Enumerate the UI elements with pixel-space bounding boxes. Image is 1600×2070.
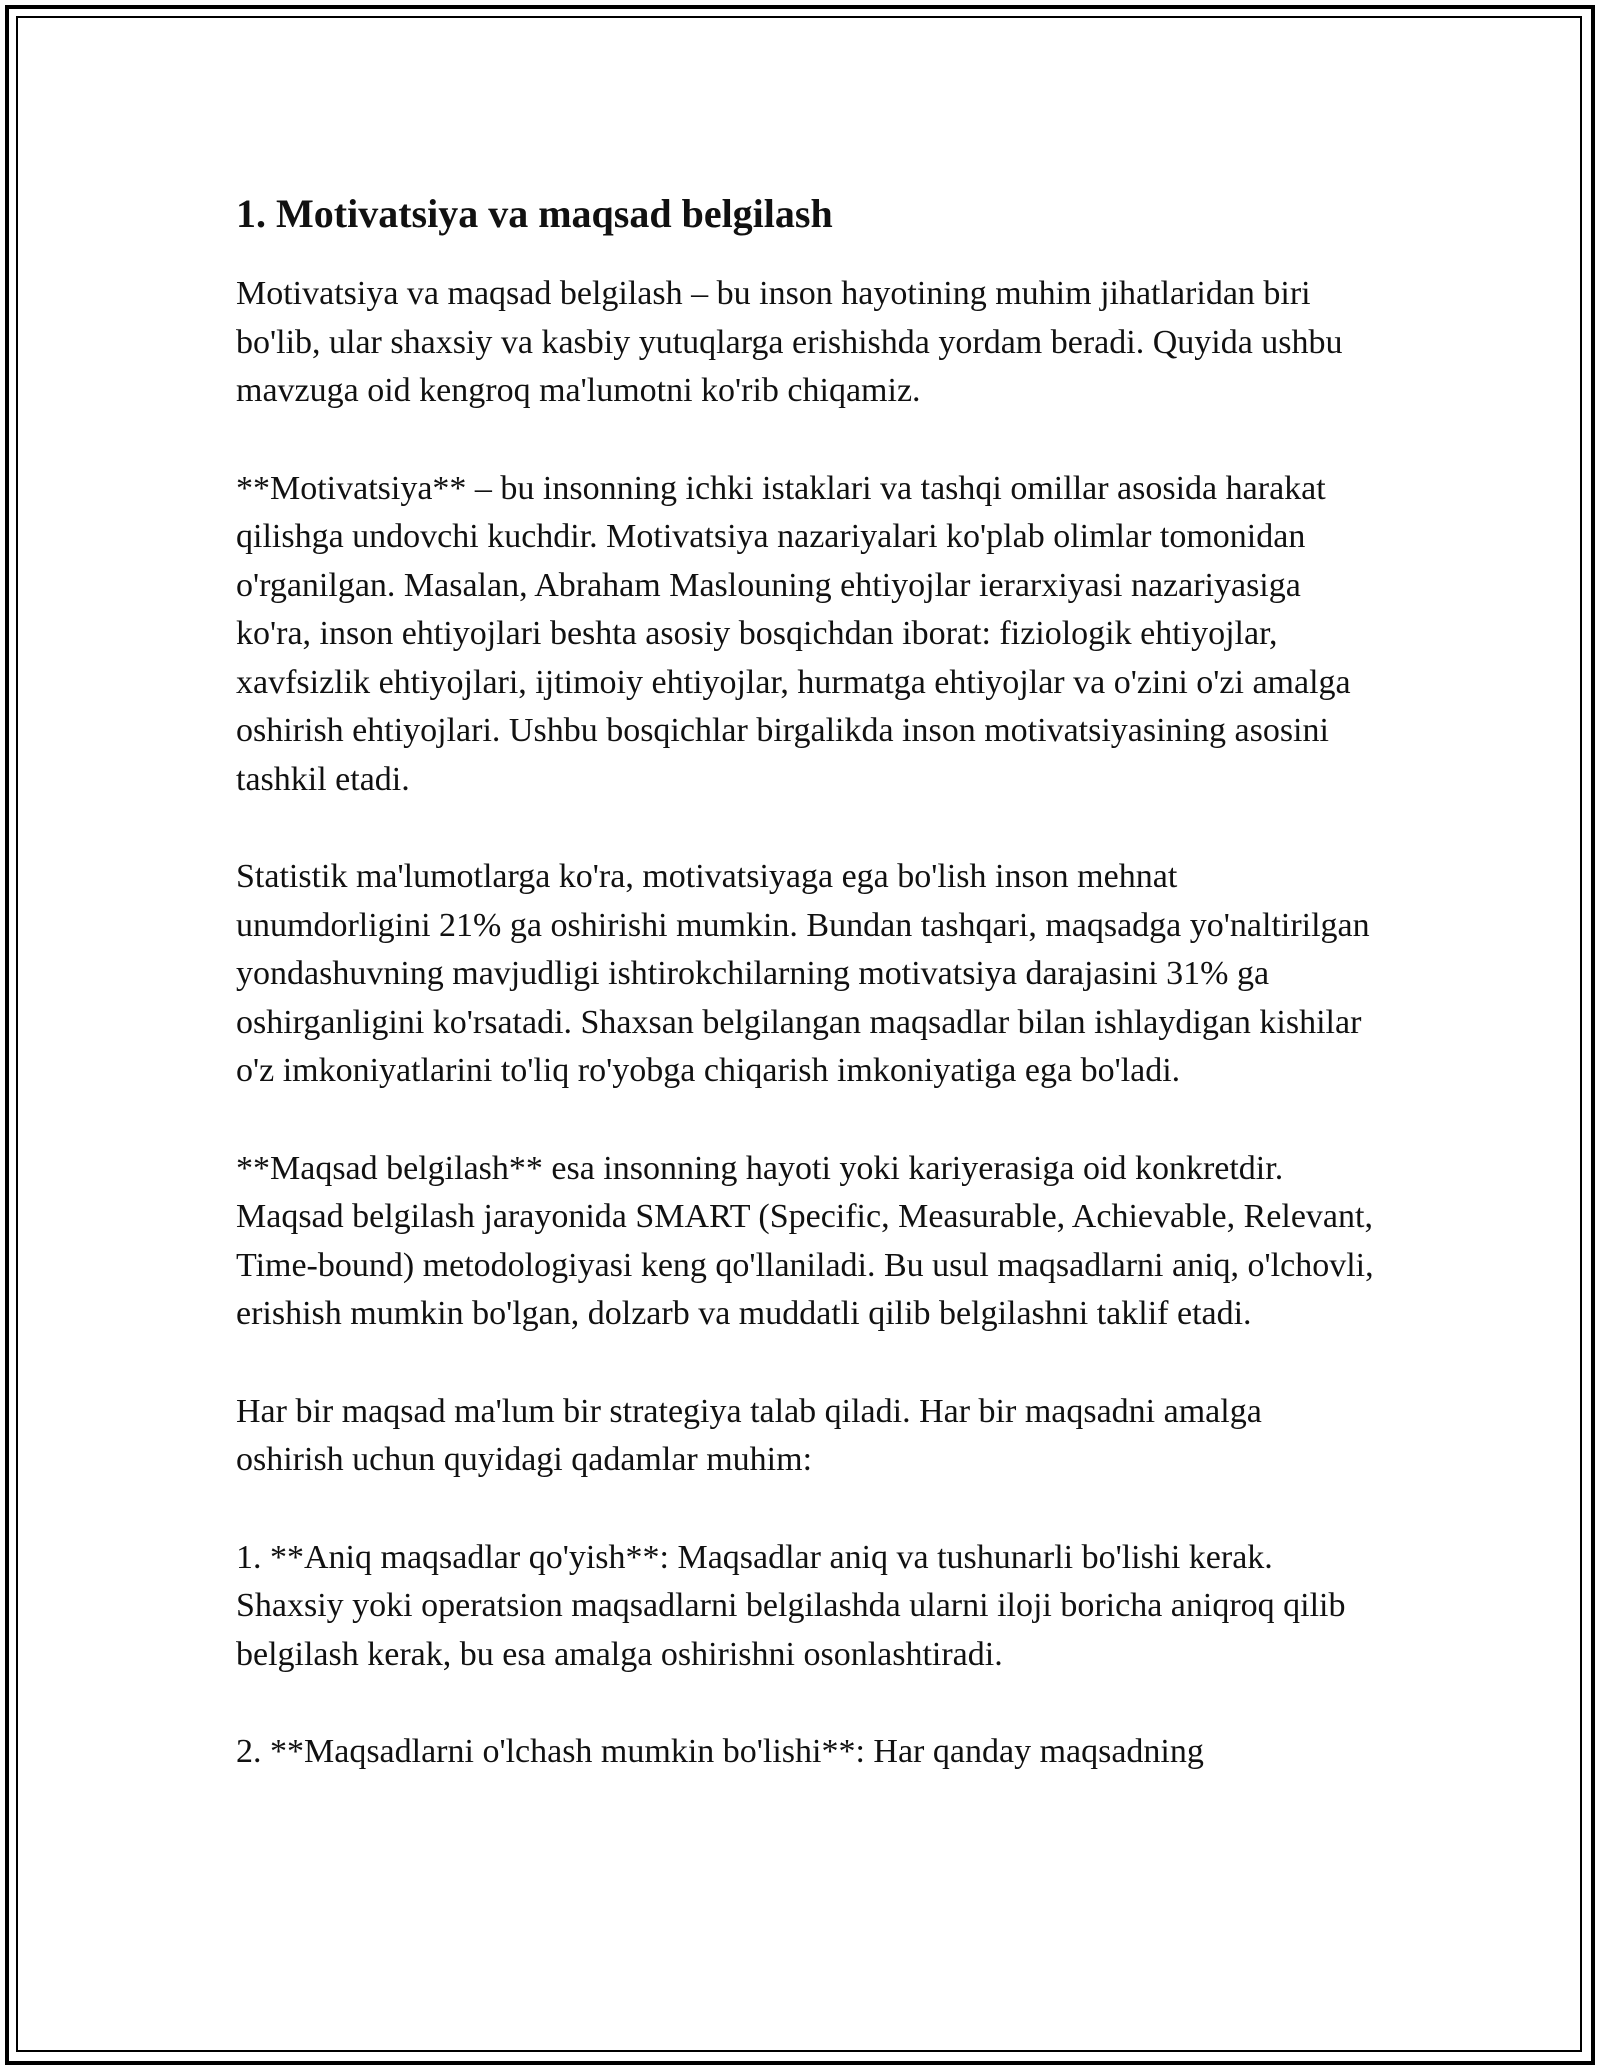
list-item-2: 2. **Maqsadlarni o'lchash mumkin bo'lishi**: Har qanday maqsadning [236,1733,1204,1770]
paragraph-strategy: Har bir maqsad ma'lum bir strategiya talab qiladi. Har bir maqsadni amalga oshirish uchun quyidagi qadamlar muhim: [236,1392,1262,1478]
section-heading: 1. Motivatsiya va maqsad belgilash [236,191,833,236]
document-body [236,184,1376,1826]
list-item-1: 1. **Aniq maqsadlar qo'yish**: Maqsadlar aniq va tushunarli bo'lishi kerak. Shaxsiy yoki operatsion maqsadlarni belgilashda ularni iloji boricha aniqroq qilib belgilash kerak, bu esa amalga oshirishni osonlashtiradi. [236,1538,1346,1673]
paragraph-statistics: Statistik ma'lumotlarga ko'ra, motivatsiyaga ega bo'lish inson mehnat unumdorligini 21% ga oshirishi mumkin. Bundan tashqari, maqsadga yo'naltirilgan yondashuvning mavjudligi ishtirokchilarning motivatsiya darajasini 31% ga oshirganligini ko'rsatadi. Shaxsan belgilangan maqsadlar bilan ishlaydigan kishilar o'z imkoniyatlarini to'liq ro'yobga chiqarish imkoniyatiga ega bo'ladi. [236,858,1370,1089]
paragraph-goal-setting: **Maqsad belgilash** esa insonning hayoti yoki kariyerasiga oid konkretdir. Maqsad belgilash jarayonida SMART (Specific, Measurable, Achievable, Relevant, Time-bound) metodologiyasi keng qo'llaniladi. Bu usul maqsadlarni aniq, o'lchovli, erishish mumkin bo'lgan, dolzarb va muddatli qilib belgilashni taklif etadi. [236,1149,1374,1332]
paragraph-motivation: **Motivatsiya** – bu insonning ichki istaklari va tashqi omillar asosida harakat qilishga undovchi kuchdir. Motivatsiya nazariyalari ko'plab olimlar tomonidan o'rganilgan. Masalan, Abraham Maslouning ehtiyojlar ierarxiyasi nazariyasiga ko'ra, inson ehtiyojlari beshta asosiy bosqichdan iborat: fiziologik ehtiyojlar, xavfsizlik ehtiyojlari, ijtimoiy ehtiyojlar, hurmatga ehtiyojlar va o'zini o'zi amalga oshirish ehtiyojlari. Ushbu bosqichlar birgalikda inson motivatsiyasining asosini tashkil etadi. [236,469,1351,798]
paragraph-intro: Motivatsiya va maqsad belgilash – bu inson hayotining muhim jihatlaridan biri bo'lib, ular shaxsiy va kasbiy yutuqlarga erishishda yordam beradi. Quyida ushbu mavzuga oid kengroq ma'lumotni ko'rib chiqamiz. [236,275,1343,409]
